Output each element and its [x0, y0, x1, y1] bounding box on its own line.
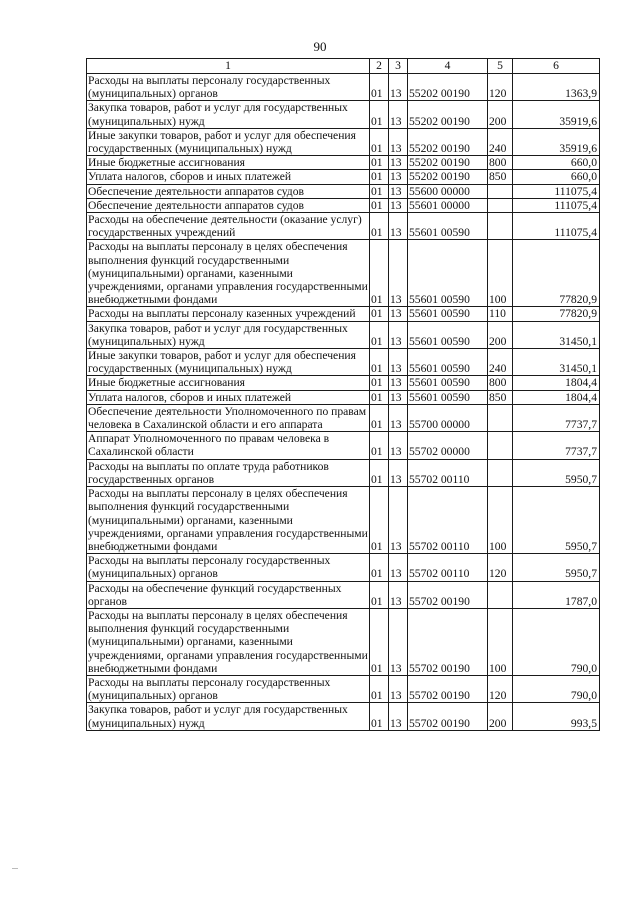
table-header-row	[87, 59, 600, 74]
table-row	[87, 608, 600, 675]
row-amount-cell: 5950,7	[513, 487, 600, 554]
row-name-cell: Расходы на выплаты персоналу казенных учреждений	[87, 307, 370, 321]
row-expense-type-cell: 110	[488, 307, 513, 321]
table-row	[87, 487, 600, 554]
table-row	[87, 390, 600, 404]
row-target-cell: 55601 00000	[408, 198, 488, 212]
row-subsection-cell: 13	[389, 390, 408, 404]
row-section-cell: 01	[370, 170, 389, 184]
row-name-cell: Расходы на выплаты персоналу в целях обеспечения выполнения функций государственными (муниципальными) органами, казенными учреждениями, органами управления государственными внебюджетными фондами	[88, 608, 368, 675]
row-section-cell: 01	[370, 404, 389, 431]
row-section-cell: 01	[370, 703, 389, 730]
header-col-6: 6	[513, 59, 600, 74]
row-target-cell: 55702 00110	[408, 554, 488, 581]
row-name-cell: Аппарат Уполномоченного по правам человека в Сахалинской области	[87, 432, 370, 459]
row-amount-cell: 31450,1	[513, 321, 600, 348]
row-amount-cell: 111075,4	[513, 213, 600, 240]
row-target-cell: 55601 00590	[408, 307, 488, 321]
row-amount-cell: 111075,4	[513, 184, 600, 198]
row-expense-type-cell: 200	[488, 101, 513, 128]
row-section-cell: 01	[370, 376, 389, 390]
table-row	[87, 404, 600, 431]
row-section-cell: 01	[370, 349, 389, 376]
row-section-cell: 01	[370, 156, 389, 170]
row-amount-cell: 77820,9	[513, 307, 600, 321]
row-subsection-cell: 13	[389, 156, 408, 170]
row-name-cell: Иные бюджетные ассигнования	[87, 156, 370, 170]
row-name-cell: Иные закупки товаров, работ и услуг для обеспечения государственных (муниципальных) нужд	[87, 349, 370, 376]
row-expense-type-cell: 200	[488, 321, 513, 348]
row-amount-cell: 1804,4	[513, 376, 600, 390]
table-row	[87, 349, 600, 376]
row-target-cell: 55702 00190	[408, 703, 488, 730]
row-target-cell: 55202 00190	[408, 156, 488, 170]
row-subsection-cell: 13	[389, 404, 408, 431]
row-name-cell: Расходы на обеспечение функций государственных органов	[87, 581, 370, 608]
table-row	[87, 675, 600, 702]
row-amount-cell: 5950,7	[513, 554, 600, 581]
row-subsection-cell: 13	[389, 128, 408, 155]
table-row	[87, 240, 600, 307]
header-col-1: 1	[87, 59, 370, 74]
row-expense-type-cell: 100	[488, 487, 513, 554]
row-section-cell: 01	[370, 198, 389, 212]
row-subsection-cell: 13	[389, 170, 408, 184]
row-subsection-cell: 13	[389, 349, 408, 376]
row-subsection-cell: 13	[389, 554, 408, 581]
row-section-cell: 01	[370, 128, 389, 155]
row-subsection-cell: 13	[389, 240, 408, 307]
table-row	[87, 321, 600, 348]
row-amount-cell: 77820,9	[513, 240, 600, 307]
row-subsection-cell: 13	[389, 101, 408, 128]
row-name-cell: Иные закупки товаров, работ и услуг для обеспечения государственных (муниципальных) нужд	[87, 128, 370, 155]
table-row	[87, 432, 600, 459]
row-name-cell: Закупка товаров, работ и услуг для государственных (муниципальных) нужд	[87, 703, 370, 730]
row-name-cell: Расходы на обеспечение деятельности (оказание услуг) государственных учреждений	[87, 213, 370, 240]
header-col-2: 2	[370, 59, 389, 74]
row-section-cell: 01	[370, 240, 389, 307]
row-target-cell: 55702 00000	[408, 432, 488, 459]
table-row	[87, 74, 600, 101]
row-target-cell: 55702 00110	[408, 459, 488, 486]
table-row	[87, 170, 600, 184]
row-target-cell: 55601 00590	[408, 213, 488, 240]
row-name-cell: Уплата налогов, сборов и иных платежей	[87, 390, 370, 404]
row-name-cell: Расходы на выплаты персоналу государственных (муниципальных) органов	[87, 74, 370, 101]
row-subsection-cell: 13	[389, 487, 408, 554]
row-subsection-cell: 13	[389, 213, 408, 240]
row-expense-type-cell: 120	[488, 554, 513, 581]
table-row	[87, 184, 600, 198]
row-amount-cell: 35919,6	[513, 128, 600, 155]
table-row	[87, 198, 600, 212]
row-target-cell: 55202 00190	[408, 170, 488, 184]
row-name-cell: Закупка товаров, работ и услуг для государственных (муниципальных) нужд	[87, 101, 370, 128]
row-section-cell: 01	[370, 432, 389, 459]
row-amount-cell: 1787,0	[513, 581, 600, 608]
row-name-cell: Расходы на выплаты персоналу в целях обеспечения выполнения функций государственными (муниципальными) органами, казенными учреждениями, органами управления государственными внебюджетными фондами	[88, 240, 368, 307]
row-name-cell: Расходы на выплаты персоналу государственных (муниципальных) органов	[87, 554, 370, 581]
row-amount-cell: 35919,6	[513, 101, 600, 128]
row-section-cell: 01	[370, 554, 389, 581]
table-row	[87, 376, 600, 390]
row-section-cell: 01	[370, 487, 389, 554]
table-row	[87, 581, 600, 608]
row-amount-cell: 790,0	[513, 608, 600, 675]
row-section-cell: 01	[370, 74, 389, 101]
row-subsection-cell: 13	[389, 703, 408, 730]
row-expense-type-cell	[488, 213, 513, 240]
row-amount-cell: 993,5	[513, 703, 600, 730]
row-expense-type-cell: 120	[488, 675, 513, 702]
row-section-cell: 01	[370, 321, 389, 348]
row-section-cell: 01	[370, 184, 389, 198]
row-target-cell: 55702 00110	[408, 487, 488, 554]
row-expense-type-cell: 240	[488, 349, 513, 376]
row-expense-type-cell: 800	[488, 376, 513, 390]
row-name-cell: Закупка товаров, работ и услуг для государственных (муниципальных) нужд	[87, 321, 370, 348]
row-expense-type-cell: 240	[488, 128, 513, 155]
row-amount-cell: 5950,7	[513, 459, 600, 486]
row-subsection-cell: 13	[389, 675, 408, 702]
row-expense-type-cell	[488, 404, 513, 431]
row-section-cell: 01	[370, 101, 389, 128]
row-section-cell: 01	[370, 581, 389, 608]
row-expense-type-cell: 120	[488, 74, 513, 101]
table-row	[87, 307, 600, 321]
row-amount-cell: 111075,4	[513, 198, 600, 212]
table-row	[87, 703, 600, 730]
table-row	[87, 459, 600, 486]
row-target-cell: 55700 00000	[408, 404, 488, 431]
row-subsection-cell: 13	[389, 459, 408, 486]
row-target-cell: 55702 00190	[408, 608, 488, 675]
row-name-cell: Уплата налогов, сборов и иных платежей	[87, 170, 370, 184]
row-section-cell: 01	[370, 459, 389, 486]
row-target-cell: 55601 00590	[408, 376, 488, 390]
scan-artifact	[12, 868, 18, 869]
row-name-cell: Расходы на выплаты персоналу государственных (муниципальных) органов	[87, 675, 370, 702]
row-amount-cell: 790,0	[513, 675, 600, 702]
row-section-cell: 01	[370, 307, 389, 321]
row-section-cell: 01	[370, 675, 389, 702]
row-subsection-cell: 13	[389, 307, 408, 321]
row-expense-type-cell: 200	[488, 703, 513, 730]
row-name-cell: Обеспечение деятельности аппаратов судов	[87, 184, 370, 198]
row-amount-cell: 1363,9	[513, 74, 600, 101]
row-target-cell: 55202 00190	[408, 128, 488, 155]
table-row	[87, 213, 600, 240]
row-subsection-cell: 13	[389, 74, 408, 101]
table-row	[87, 156, 600, 170]
row-expense-type-cell: 100	[488, 608, 513, 675]
row-target-cell: 55702 00190	[408, 675, 488, 702]
row-subsection-cell: 13	[389, 581, 408, 608]
row-subsection-cell: 13	[389, 432, 408, 459]
row-section-cell: 01	[370, 390, 389, 404]
row-subsection-cell: 13	[389, 376, 408, 390]
budget-table	[86, 58, 600, 731]
row-expense-type-cell: 850	[488, 390, 513, 404]
page-number: 90	[313, 39, 327, 54]
row-target-cell: 55202 00190	[408, 101, 488, 128]
row-subsection-cell: 13	[389, 184, 408, 198]
row-name-cell: Обеспечение деятельности Уполномоченного по правам человека в Сахалинской области и его аппарата	[87, 404, 370, 431]
row-amount-cell: 7737,7	[513, 404, 600, 431]
table-row	[87, 554, 600, 581]
header-col-4: 4	[408, 59, 488, 74]
row-amount-cell: 660,0	[513, 170, 600, 184]
row-expense-type-cell: 100	[488, 240, 513, 307]
table-row	[87, 128, 600, 155]
row-amount-cell: 7737,7	[513, 432, 600, 459]
row-expense-type-cell	[488, 184, 513, 198]
row-target-cell: 55601 00590	[408, 349, 488, 376]
row-target-cell: 55601 00590	[408, 321, 488, 348]
row-target-cell: 55601 00590	[408, 390, 488, 404]
row-amount-cell: 1804,4	[513, 390, 600, 404]
row-name-cell: Расходы на выплаты по оплате труда работников государственных органов	[87, 459, 370, 486]
row-expense-type-cell: 800	[488, 156, 513, 170]
row-target-cell: 55702 00190	[408, 581, 488, 608]
row-target-cell: 55202 00190	[408, 74, 488, 101]
row-name-cell: Иные бюджетные ассигнования	[87, 376, 370, 390]
row-target-cell: 55601 00590	[408, 240, 488, 307]
row-subsection-cell: 13	[389, 321, 408, 348]
row-target-cell: 55600 00000	[408, 184, 488, 198]
row-expense-type-cell	[488, 581, 513, 608]
row-expense-type-cell	[488, 198, 513, 212]
row-subsection-cell: 13	[389, 608, 408, 675]
row-amount-cell: 31450,1	[513, 349, 600, 376]
row-expense-type-cell	[488, 459, 513, 486]
row-expense-type-cell: 850	[488, 170, 513, 184]
table-row	[87, 101, 600, 128]
row-name-cell: Расходы на выплаты персоналу в целях обеспечения выполнения функций государственными (муниципальными) органами, казенными учреждениями, органами управления государственными внебюджетными фондами	[88, 487, 368, 553]
row-name-cell: Обеспечение деятельности аппаратов судов	[87, 198, 370, 212]
row-subsection-cell: 13	[389, 198, 408, 212]
row-expense-type-cell	[488, 432, 513, 459]
row-amount-cell: 660,0	[513, 156, 600, 170]
row-section-cell: 01	[370, 608, 389, 675]
row-section-cell: 01	[370, 213, 389, 240]
header-col-5: 5	[488, 59, 513, 74]
header-col-3: 3	[389, 59, 408, 74]
